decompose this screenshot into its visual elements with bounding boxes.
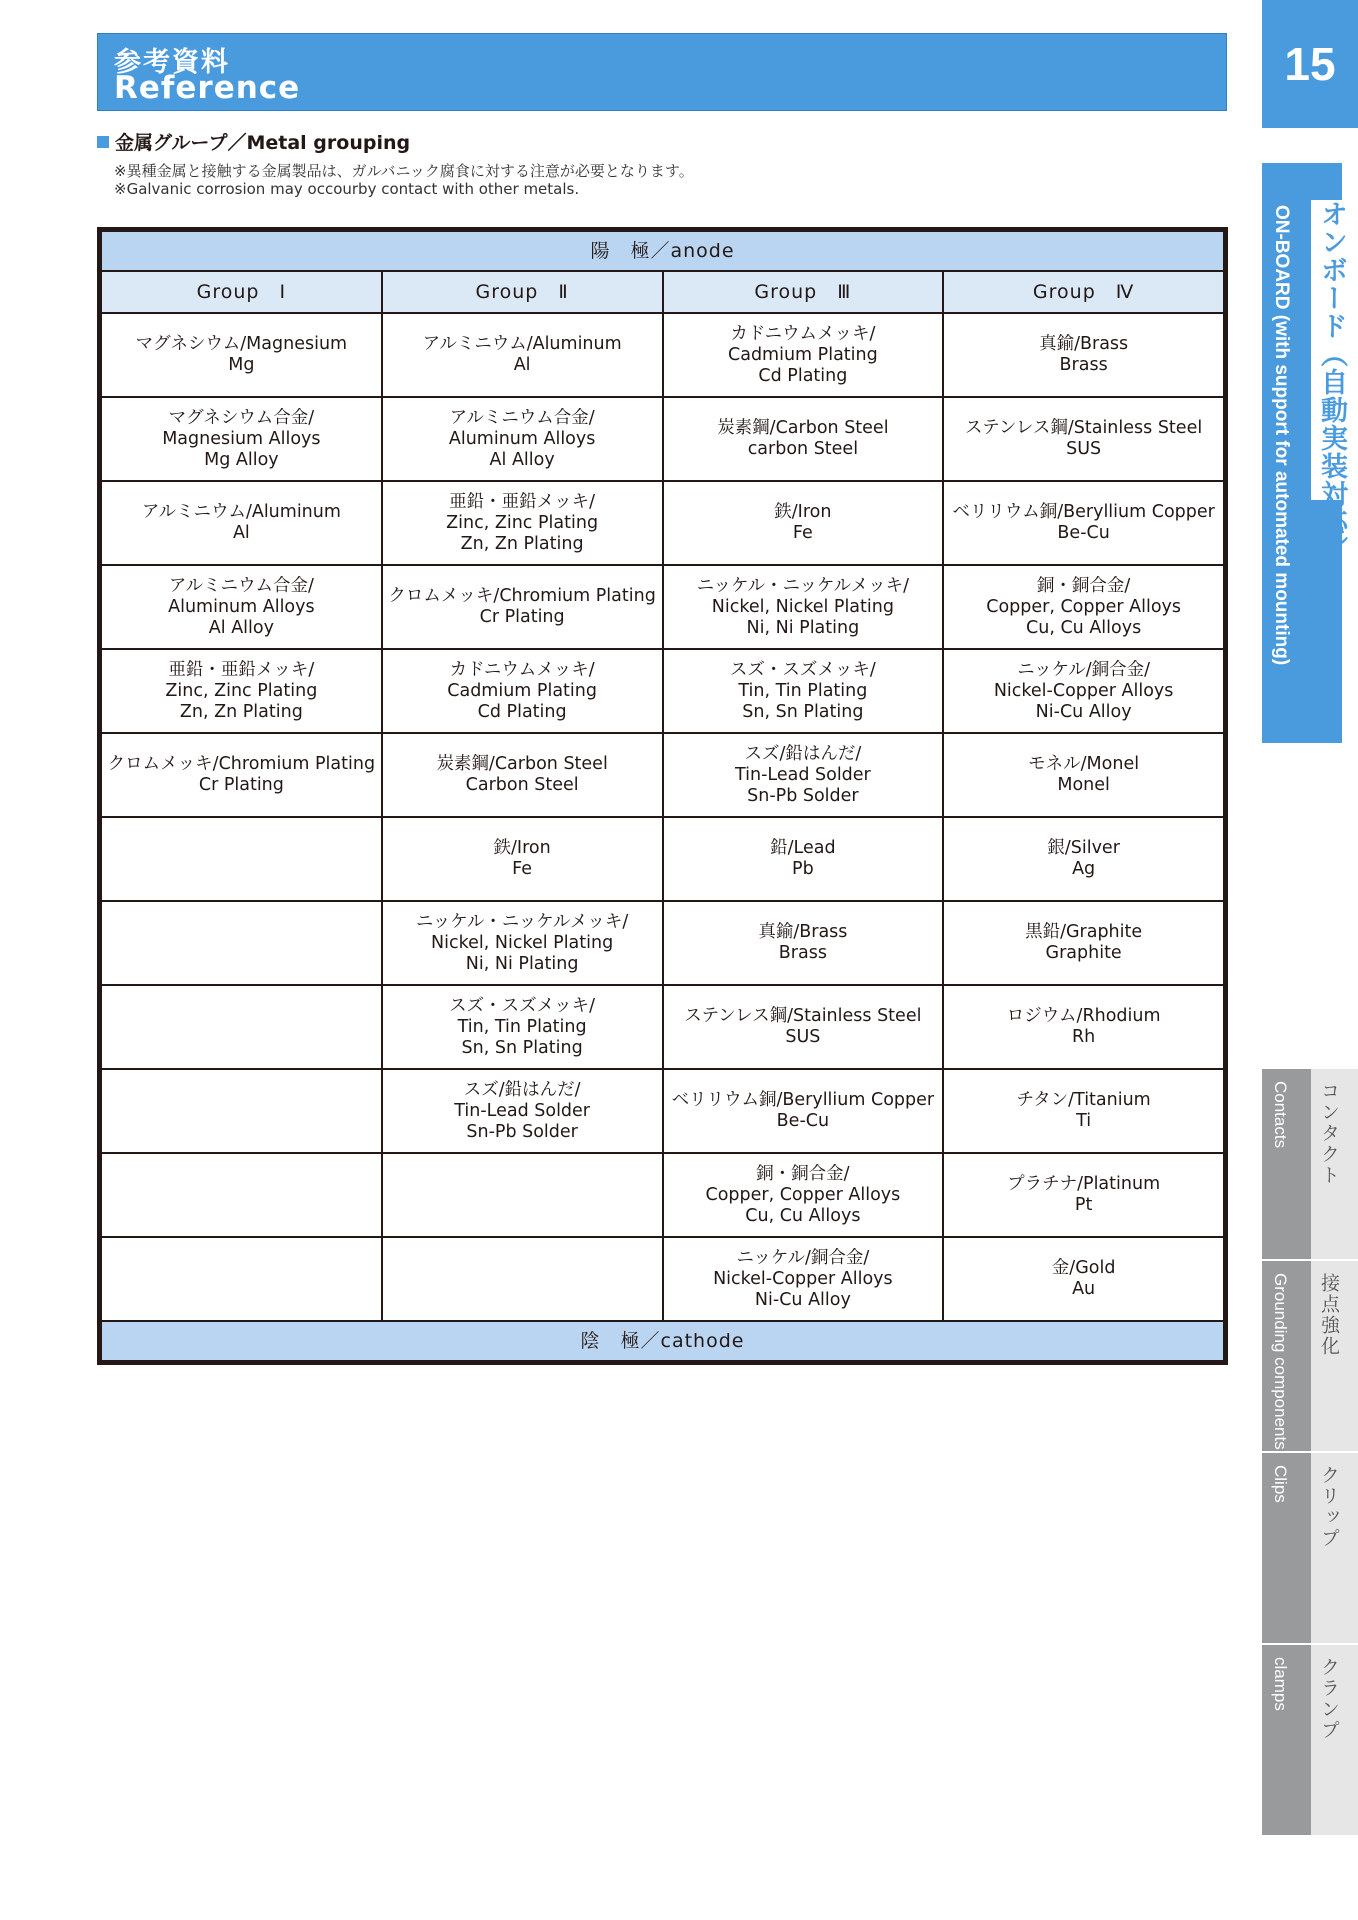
metal-cell-line: Au [1072,1279,1096,1299]
side-tab-clips[interactable] [1262,1451,1358,1643]
metal-cell-group-3 [663,817,944,901]
table-row [101,817,1224,901]
metal-cell-line: カドニウムメッキ/ [449,659,595,680]
metal-cell-group-3 [663,481,944,565]
metal-cell-group-1 [101,901,382,985]
metal-cell-group-4 [943,1069,1224,1153]
header-title-jp: 参考資料 [114,47,230,78]
metal-cell-line: 鉄/Iron [493,838,551,858]
metal-cell-group-3 [663,1153,944,1237]
metal-cell-group-2 [382,1069,663,1153]
metal-cell-line: Cd Plating [758,365,848,386]
metal-cell-group-2 [382,565,663,649]
metal-cell-line: Mg [228,355,255,375]
metal-cell-group-4 [943,313,1224,397]
metal-cell-line: 亜鉛・亜鉛メッキ/ [449,491,596,512]
metal-cell-line: ベリリウム銅/Beryllium Copper [952,502,1215,522]
metal-cell-group-1 [101,565,382,649]
metal-cell-line: Rh [1071,1027,1096,1047]
table-row [101,481,1224,565]
metal-cell-line: Fe [792,523,813,543]
metal-cell-line: 亜鉛・亜鉛メッキ/ [168,659,315,680]
metal-cell-line: アルミニウム合金/ [168,575,314,596]
metal-cell-group-4 [943,1237,1224,1321]
metal-cell-group-2 [382,901,663,985]
metal-cell-group-4 [943,733,1224,817]
metal-cell-line: Ni, Ni Plating [465,953,579,974]
metal-cell-line: Sn, Sn Plating [461,1037,583,1058]
metal-cell-group-1 [101,817,382,901]
metal-cell-group-1 [101,649,382,733]
metal-cell-group-3 [663,733,944,817]
metal-cell-line: マグネシウム合金/ [168,407,315,428]
metal-cell-line: 鉄/Iron [774,502,832,522]
page-header [97,33,1227,111]
metal-grouping-table [97,227,1228,1365]
metal-cell-line: 金/Gold [1051,1258,1116,1278]
metal-cell-line: Ag [1072,859,1096,879]
metal-cell-line: プラチナ/Platinum [1007,1174,1161,1194]
table-row [101,901,1224,985]
metal-cell-line: Tin, Tin Plating [457,1016,587,1037]
metal-cell-group-2 [382,481,663,565]
metal-cell-group-4 [943,565,1224,649]
metal-cell-line: SUS [1066,439,1102,459]
note-jp: ※異種金属と接触する金属製品は、ガルバニック腐食に対する注意が必要となります。 [114,162,694,180]
anode-header: 陽 極／anode [101,231,1224,271]
table-row [101,1069,1224,1153]
metal-cell-line: Cr Plating [479,607,565,627]
metal-cell-line: Al Alloy [489,449,555,470]
group-1-header: Group Ⅰ [101,271,382,313]
side-tab-grounding-en: Grounding components [1271,1273,1290,1450]
metal-cell-line: Zn, Zn Plating [460,533,584,554]
side-tab-clamps-en: clamps [1271,1657,1290,1711]
group-3-header: Group Ⅲ [663,271,944,313]
note-en: ※Galvanic corrosion may occourby contact with other metals. [114,180,580,198]
metal-cell-group-2 [382,985,663,1069]
metal-cell-line: Mg Alloy [204,449,279,470]
metal-cell-group-1 [101,733,382,817]
metal-cell-group-1 [101,1153,382,1237]
metal-cell-group-3 [663,649,944,733]
metal-cell-line: Ti [1076,1111,1092,1131]
metal-cell-line: Copper, Copper Alloys [986,596,1182,617]
metal-cell-line: Ni-Cu Alloy [1035,701,1132,722]
metal-cell-group-2 [382,313,663,397]
metal-cell-line: カドニウムメッキ/ [730,323,876,344]
metal-cell-group-1 [101,1069,382,1153]
side-tab-clamps-jp: クランプ [1318,1657,1340,1741]
metal-cell-line: アルミニウム合金/ [449,407,595,428]
metal-cell-line: 銀/Silver [1047,838,1120,858]
metal-cell-line: 炭素鋼/Carbon Steel [436,754,608,774]
metal-cell-line: Nickel-Copper Alloys [993,680,1174,701]
metal-cell-line: Sn-Pb Solder [466,1121,578,1142]
metal-cell-line: 銅・銅合金/ [1036,575,1131,596]
metal-cell-line: Tin, Tin Plating [738,680,868,701]
metal-cell-line: ロジウム/Rhodium [1006,1006,1161,1026]
metal-cell-group-3 [663,1237,944,1321]
section-heading [97,128,410,155]
metal-cell-line: Cadmium Plating [728,344,878,365]
metal-cell-line: 黒鉛/Graphite [1025,922,1143,942]
metal-cell-line: Cu, Cu Alloys [1026,617,1142,638]
metal-cell-line: 真鍮/Brass [758,922,848,942]
section-heading-text: 金属グループ／Metal grouping [115,132,411,154]
metal-cell-line: ニッケル・ニッケルメッキ/ [416,911,629,932]
group-4-header: Group Ⅳ [943,271,1224,313]
metal-cell-line: スズ/鉛はんだ/ [463,1079,581,1100]
table-row [101,1153,1224,1237]
metal-cell-line: Nickel, Nickel Plating [431,932,614,953]
group-2-header: Group Ⅱ [382,271,663,313]
metal-cell-line: Cu, Cu Alloys [745,1205,861,1226]
metal-cell-group-1 [101,397,382,481]
metal-cell-line: Nickel, Nickel Plating [711,596,894,617]
side-tab-clips-jp: クリップ [1318,1465,1340,1549]
metal-cell-line: Zinc, Zinc Plating [446,512,599,533]
metal-cell-line: ステンレス鋼/Stainless Steel [965,418,1203,438]
table-row [101,733,1224,817]
metal-cell-line: スズ/鉛はんだ/ [744,743,862,764]
metal-cell-line: クロムメッキ/Chromium Plating [107,754,376,774]
metal-cell-line: Be-Cu [1057,523,1110,543]
metal-cell-line: carbon Steel [747,439,859,459]
metal-cell-line: ニッケル/銅合金/ [1017,659,1150,680]
metal-cell-group-1 [101,1237,382,1321]
metal-cell-group-3 [663,313,944,397]
side-tab-contacts-en: Contacts [1271,1081,1290,1149]
metal-cell-line: Sn, Sn Plating [742,701,864,722]
metal-cell-group-3 [663,397,944,481]
metal-cell-line: Ni, Ni Plating [746,617,860,638]
side-tab-contacts[interactable] [1262,1067,1358,1259]
metal-cell-line: SUS [785,1027,821,1047]
table-row [101,565,1224,649]
table-row [101,397,1224,481]
metal-cell-line: Aluminum Alloys [168,596,315,617]
metal-cell-group-4 [943,481,1224,565]
metal-cell-line: チタン/Titanium [1016,1090,1151,1110]
side-tab-clamps[interactable] [1262,1643,1358,1835]
metal-cell-group-4 [943,1153,1224,1237]
metal-cell-line: Magnesium Alloys [162,428,321,449]
side-tab-grounding-jp: 接点強化 [1318,1273,1340,1357]
metal-cell-group-3 [663,565,944,649]
table-row [101,649,1224,733]
table-row [101,313,1224,397]
metal-cell-group-1 [101,481,382,565]
metal-cell-line: マグネシウム/Magnesium [135,334,348,354]
metal-cell-line: モネル/Monel [1028,754,1140,774]
metal-cell-line: Al [232,523,250,543]
metal-cell-group-3 [663,985,944,1069]
metal-cell-line: Nickel-Copper Alloys [713,1268,893,1289]
metal-cell-group-4 [943,817,1224,901]
onboard-tab-label-en: ON-BOARD (with support for automated mounting) [1271,205,1292,666]
side-tab-clips-en: Clips [1271,1465,1290,1503]
metal-cell-line: アルミニウム/Aluminum [141,502,341,522]
metal-cell-line: Cadmium Plating [447,680,597,701]
header-title-en: Reference [114,70,301,106]
metal-cell-group-1 [101,985,382,1069]
metal-cell-line: Be-Cu [776,1111,830,1131]
metal-cell-group-2 [382,397,663,481]
metal-cell-line: ベリリウム銅/Beryllium Copper [671,1090,935,1110]
metal-cell-line: Tin-Lead Solder [454,1100,591,1121]
metal-cell-line: Fe [512,859,533,879]
metal-cell-line: Cr Plating [198,775,284,795]
metal-cell-group-3 [663,901,944,985]
metal-cell-line: ニッケル・ニッケルメッキ/ [696,575,909,596]
metal-cell-line: スズ・スズメッキ/ [729,659,876,680]
metal-cell-line: Zinc, Zinc Plating [165,680,318,701]
metal-cell-group-2 [382,733,663,817]
side-tab-contacts-jp: コンタクト [1318,1081,1340,1186]
metal-cell-line: Brass [778,943,827,963]
table-row [101,985,1224,1069]
metal-cell-line: Pb [792,859,814,879]
metal-cell-line: Ni-Cu Alloy [754,1289,851,1310]
metal-cell-group-2 [382,817,663,901]
metal-cell-line: スズ・スズメッキ/ [449,995,596,1016]
page-number: 15 [1262,0,1358,128]
metal-cell-line: ステンレス鋼/Stainless Steel [684,1006,922,1026]
metal-cell-line: Aluminum Alloys [448,428,596,449]
metal-cell-line: Pt [1074,1195,1093,1215]
metal-cell-line: Monel [1057,775,1110,795]
metal-cell-group-1 [101,313,382,397]
metal-cell-line: 銅・銅合金/ [756,1163,850,1184]
metal-cell-group-4 [943,985,1224,1069]
table-row [101,1237,1224,1321]
metal-cell-line: Al Alloy [208,617,274,638]
metal-cell-group-4 [943,397,1224,481]
metal-cell-line: クロムメッキ/Chromium Plating [388,586,656,606]
metal-cell-line: Graphite [1045,943,1122,963]
metal-cell-line: 炭素鋼/Carbon Steel [717,418,889,438]
metal-cell-line: Cd Plating [477,701,567,722]
metal-cell-line: Al [513,355,531,375]
metal-cell-group-2 [382,649,663,733]
metal-cell-line: アルミニウム/Aluminum [422,334,622,354]
metal-cell-line: Carbon Steel [465,775,579,795]
metal-cell-line: Brass [1059,355,1108,375]
metal-cell-group-4 [943,649,1224,733]
onboard-tab-label-jp: オンボード（自動実装対応） [1316,200,1347,564]
metal-cell-line: Sn-Pb Solder [747,785,859,806]
metal-cell-line: Tin-Lead Solder [734,764,871,785]
metal-cell-group-2 [382,1237,663,1321]
cathode-footer: 陰 極／cathode [101,1321,1224,1361]
metal-cell-group-3 [663,1069,944,1153]
metal-cell-line: 真鍮/Brass [1039,334,1129,354]
metal-cell-line: Copper, Copper Alloys [705,1184,901,1205]
square-bullet-icon [97,136,109,148]
side-tab-grounding-components[interactable] [1262,1259,1358,1451]
metal-cell-group-4 [943,901,1224,985]
metal-cell-group-2 [382,1153,663,1237]
metal-cell-line: Zn, Zn Plating [179,701,303,722]
metal-cell-line: ニッケル/銅合金/ [736,1247,870,1268]
metal-cell-line: 鉛/Lead [770,838,836,858]
